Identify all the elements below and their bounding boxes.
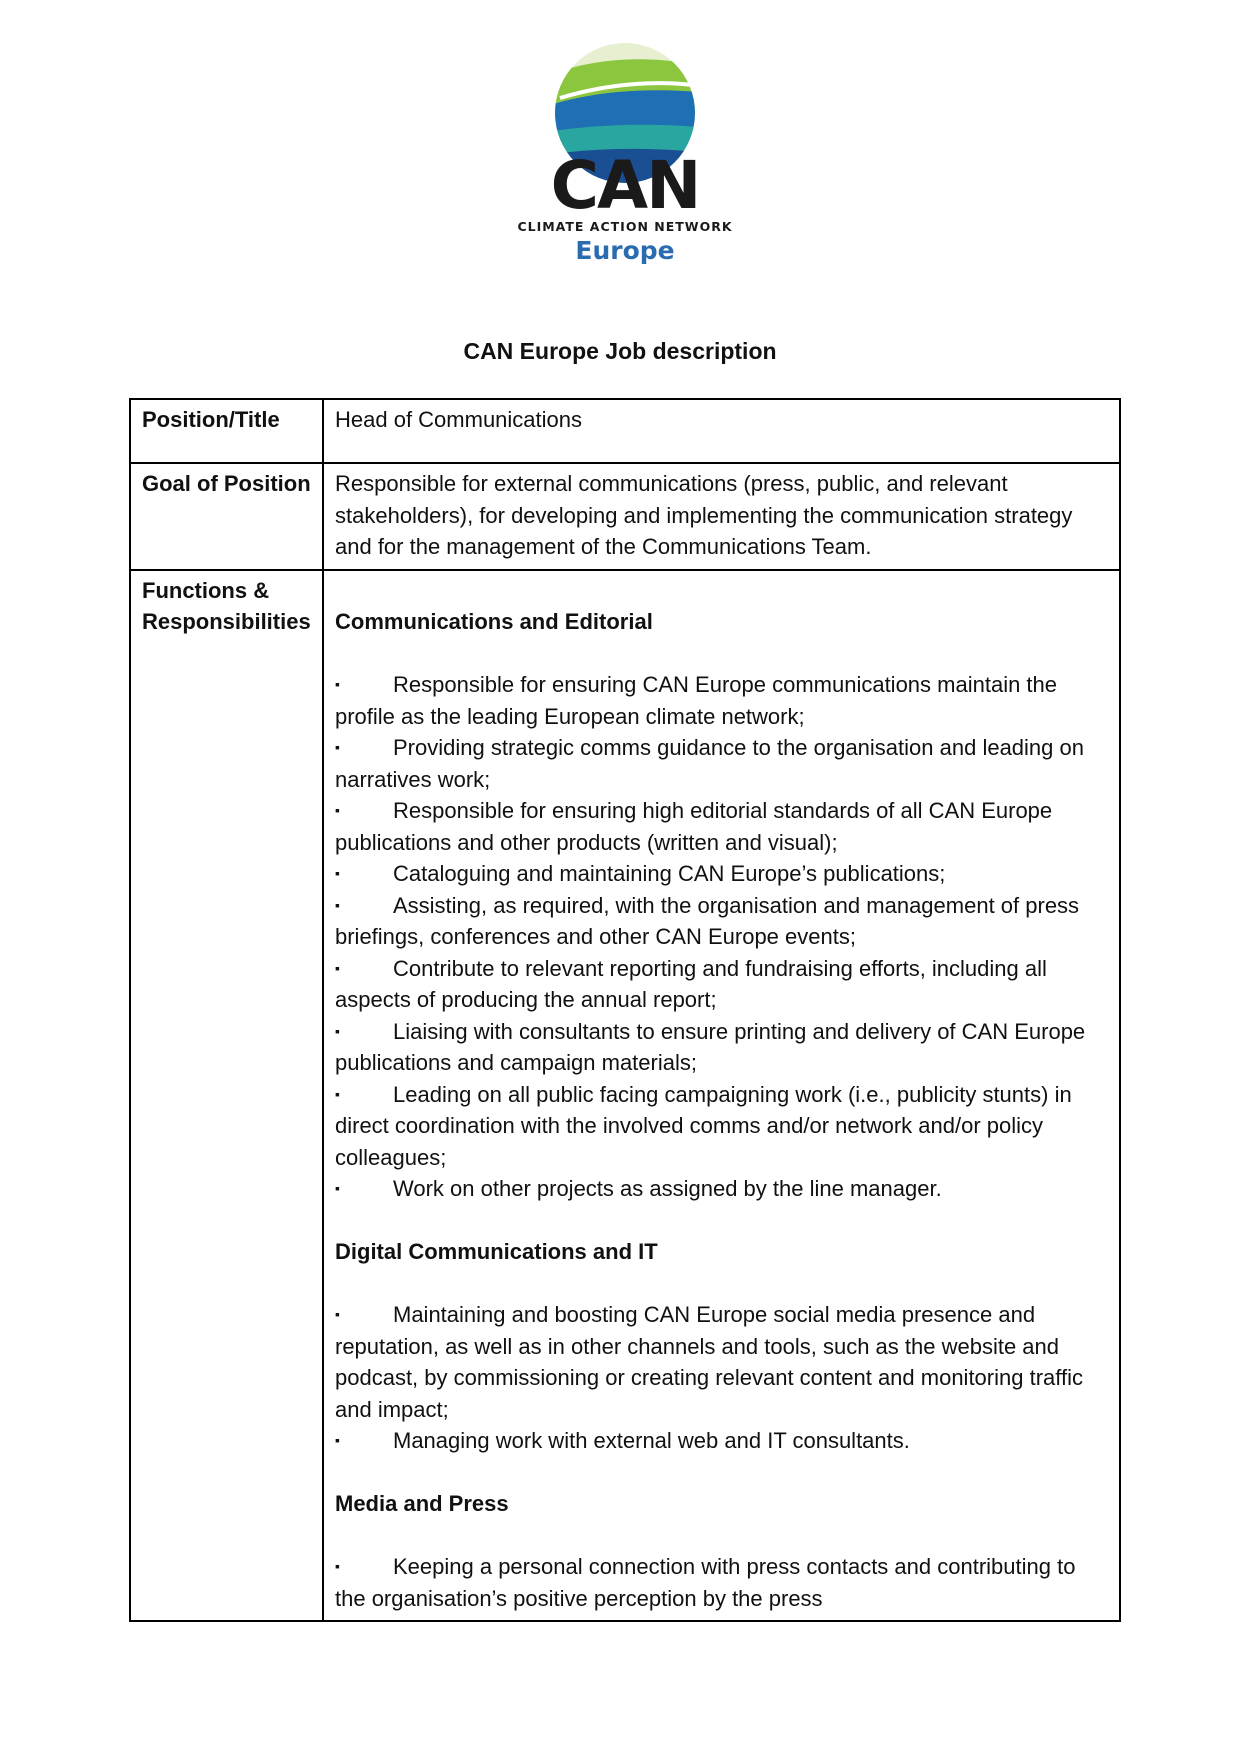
document-title: CAN Europe Job description (463, 338, 777, 364)
section-title: Communications and Editorial (335, 609, 653, 634)
list-item (335, 669, 1109, 732)
logo-region-text: Europe (575, 236, 675, 265)
bullet-square-icon: ▪ (335, 1180, 340, 1196)
list-item (335, 1079, 1109, 1174)
responsibility-list (335, 1299, 1109, 1457)
functions-label: Functions & Responsibilities (130, 570, 323, 1622)
list-item (335, 890, 1109, 953)
bullet-square-icon: ▪ (335, 802, 340, 818)
bullet-square-icon: ▪ (335, 959, 340, 976)
list-item-text: Maintaining and boosting CAN Europe social media presence and reputation, as well as in other channels and tools, such as the website and podcast, by commissioning or creating relevant content and monitoring traffic and impact; (335, 1302, 1083, 1422)
bullet-square-icon: ▪ (335, 1558, 340, 1574)
list-item (335, 858, 1109, 890)
list-item-text: Assisting, as required, with the organisation and management of press briefings, conferences and other CAN Europe events; (335, 892, 1080, 949)
section-title: Media and Press (335, 1491, 509, 1516)
list-item (335, 795, 1109, 858)
list-item (335, 732, 1109, 795)
responsibility-sections (335, 606, 1109, 1614)
list-item-text: Liaising with consultants to ensure printing and delivery of CAN Europe publications and campaign materials; (335, 1018, 1086, 1075)
list-item-text: Responsible for ensuring high editorial standards of all CAN Europe publications and other products (written and visual); (335, 798, 1053, 855)
logo-subtitle-text: CLIMATE ACTION NETWORK (517, 219, 733, 234)
list-item (335, 1425, 1109, 1457)
list-item (335, 953, 1109, 1016)
list-item (335, 1016, 1109, 1079)
list-item (335, 1173, 1109, 1205)
goal-value: Responsible for external communications (press, public, and relevant stakeholders), for developing and implementing the communication strategy and for the management of the Communications Team. (323, 463, 1120, 570)
position-label: Position/Title (130, 399, 323, 463)
list-item-text: Cataloguing and maintaining CAN Europe’s publications; (393, 861, 946, 886)
table-row-position (130, 399, 1120, 463)
bullet-square-icon: ▪ (335, 1022, 340, 1039)
goal-label: Goal of Position (130, 463, 323, 570)
position-value: Head of Communications (323, 399, 1120, 463)
responsibility-list (335, 1551, 1109, 1614)
section-title: Digital Communications and IT (335, 1239, 658, 1264)
logo-can-text: CAN (550, 147, 700, 224)
list-item-text: Providing strategic comms guidance to the organisation and leading on narratives work; (335, 735, 1084, 792)
list-item-text: Contribute to relevant reporting and fundraising efforts, including all aspects of producing the annual report; (335, 955, 1047, 1012)
globe-logo-icon (500, 38, 750, 278)
table-row-goal (130, 463, 1120, 570)
list-item-text: Work on other projects as assigned by the line manager. (393, 1176, 942, 1201)
list-item-text: Keeping a personal connection with press contacts and contributing to the organisation’s positive perception by the press (335, 1554, 1076, 1611)
functions-content (323, 570, 1120, 1622)
list-item (335, 1299, 1109, 1425)
bullet-square-icon: ▪ (335, 1432, 340, 1448)
bullet-square-icon: ▪ (335, 1085, 340, 1102)
bullet-square-icon: ▪ (335, 739, 340, 755)
can-europe-logo (500, 38, 750, 278)
bullet-square-icon: ▪ (335, 1306, 340, 1322)
job-description-table (129, 398, 1121, 1622)
list-item (335, 1551, 1109, 1614)
list-item-text: Leading on all public facing campaigning work (i.e., publicity stunts) in direct coordination with the involved comms and/or network and/or policy colleagues; (335, 1081, 1072, 1170)
responsibility-list (335, 669, 1109, 1205)
bullet-square-icon: ▪ (335, 676, 340, 692)
bullet-square-icon: ▪ (335, 896, 340, 913)
list-item-text: Managing work with external web and IT consultants. (393, 1428, 910, 1453)
table-row-functions (130, 570, 1120, 1622)
bullet-square-icon: ▪ (335, 865, 340, 881)
list-item-text: Responsible for ensuring CAN Europe communications maintain the profile as the leading European climate network; (335, 672, 1058, 729)
